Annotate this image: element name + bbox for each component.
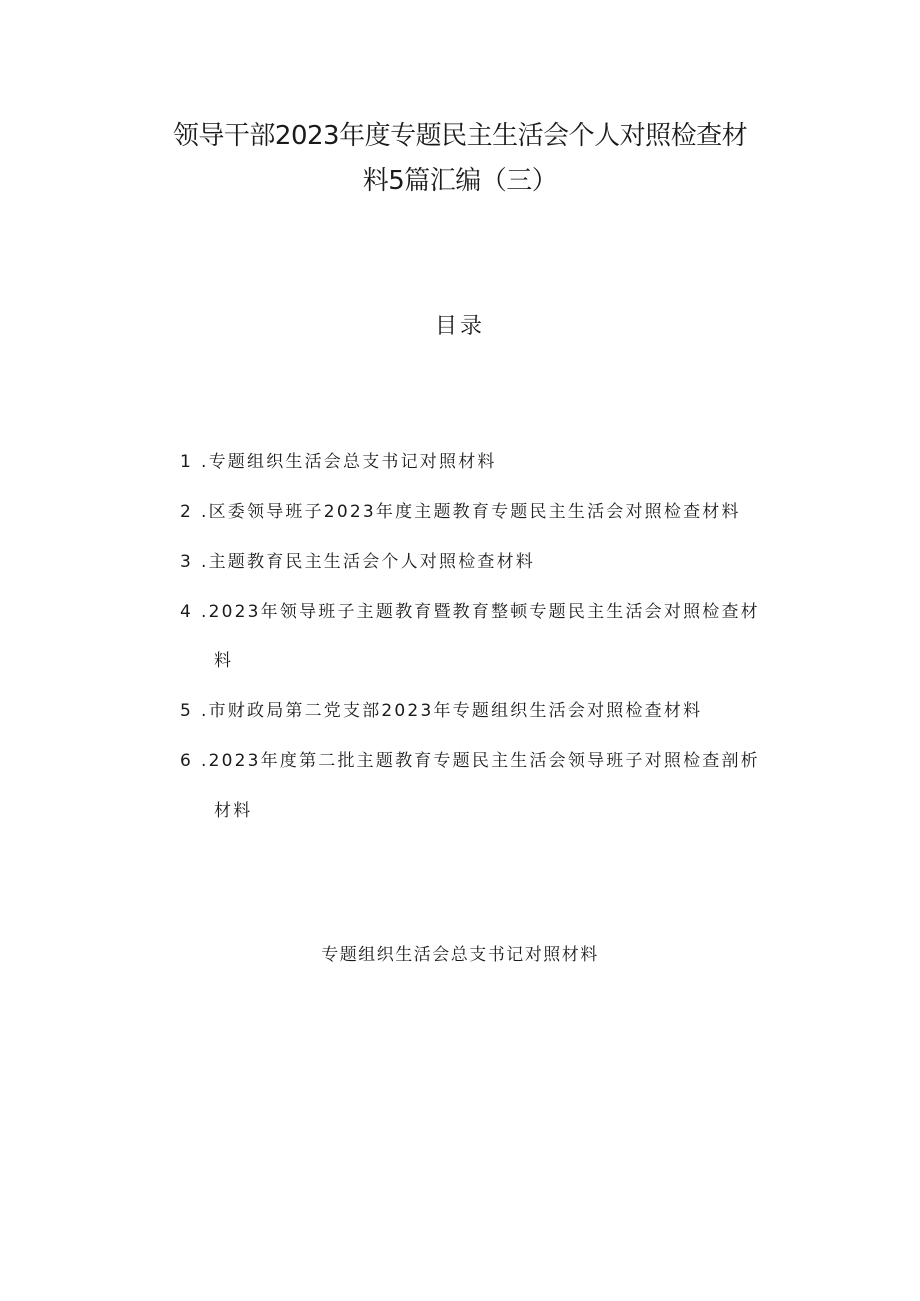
toc-item-text: .2023年领导班子主题教育暨教育整顿专题民主生活会对照检查材 (201, 602, 760, 622)
toc-item-text-continuation: 料 (214, 651, 234, 671)
toc-item-number: 2 (180, 502, 191, 522)
document-title-line-2: 料5篇汇编（三） (362, 166, 558, 196)
toc-item-text: .区委领导班子2023年度主题教育专题民主生活会对照检查材料 (201, 502, 741, 522)
toc-item-number: 5 (180, 701, 191, 721)
toc-item-text: .2023年度第二批主题教育专题民主生活会领导班子对照检查剖析 (201, 751, 760, 771)
toc-item-number: 1 (180, 452, 191, 472)
toc-heading: 目录 (434, 314, 485, 339)
toc-item-number: 3 (180, 552, 191, 572)
toc-item-text-continuation: 材料 (214, 801, 253, 821)
toc-item-number: 4 (180, 602, 191, 622)
toc-item-text: .专题组织生活会总支书记对照材料 (201, 452, 497, 472)
document-title-line-1: 领导干部2023年度专题民主生活会个人对照检查材 (172, 121, 748, 151)
toc-item-text: .市财政局第二党支部2023年专题组织生活会对照检查材料 (201, 701, 703, 721)
toc-item-number: 6 (180, 751, 191, 771)
toc-item-text: .主题教育民主生活会个人对照检查材料 (201, 552, 536, 572)
section-title: 专题组织生活会总支书记对照材料 (321, 945, 599, 965)
